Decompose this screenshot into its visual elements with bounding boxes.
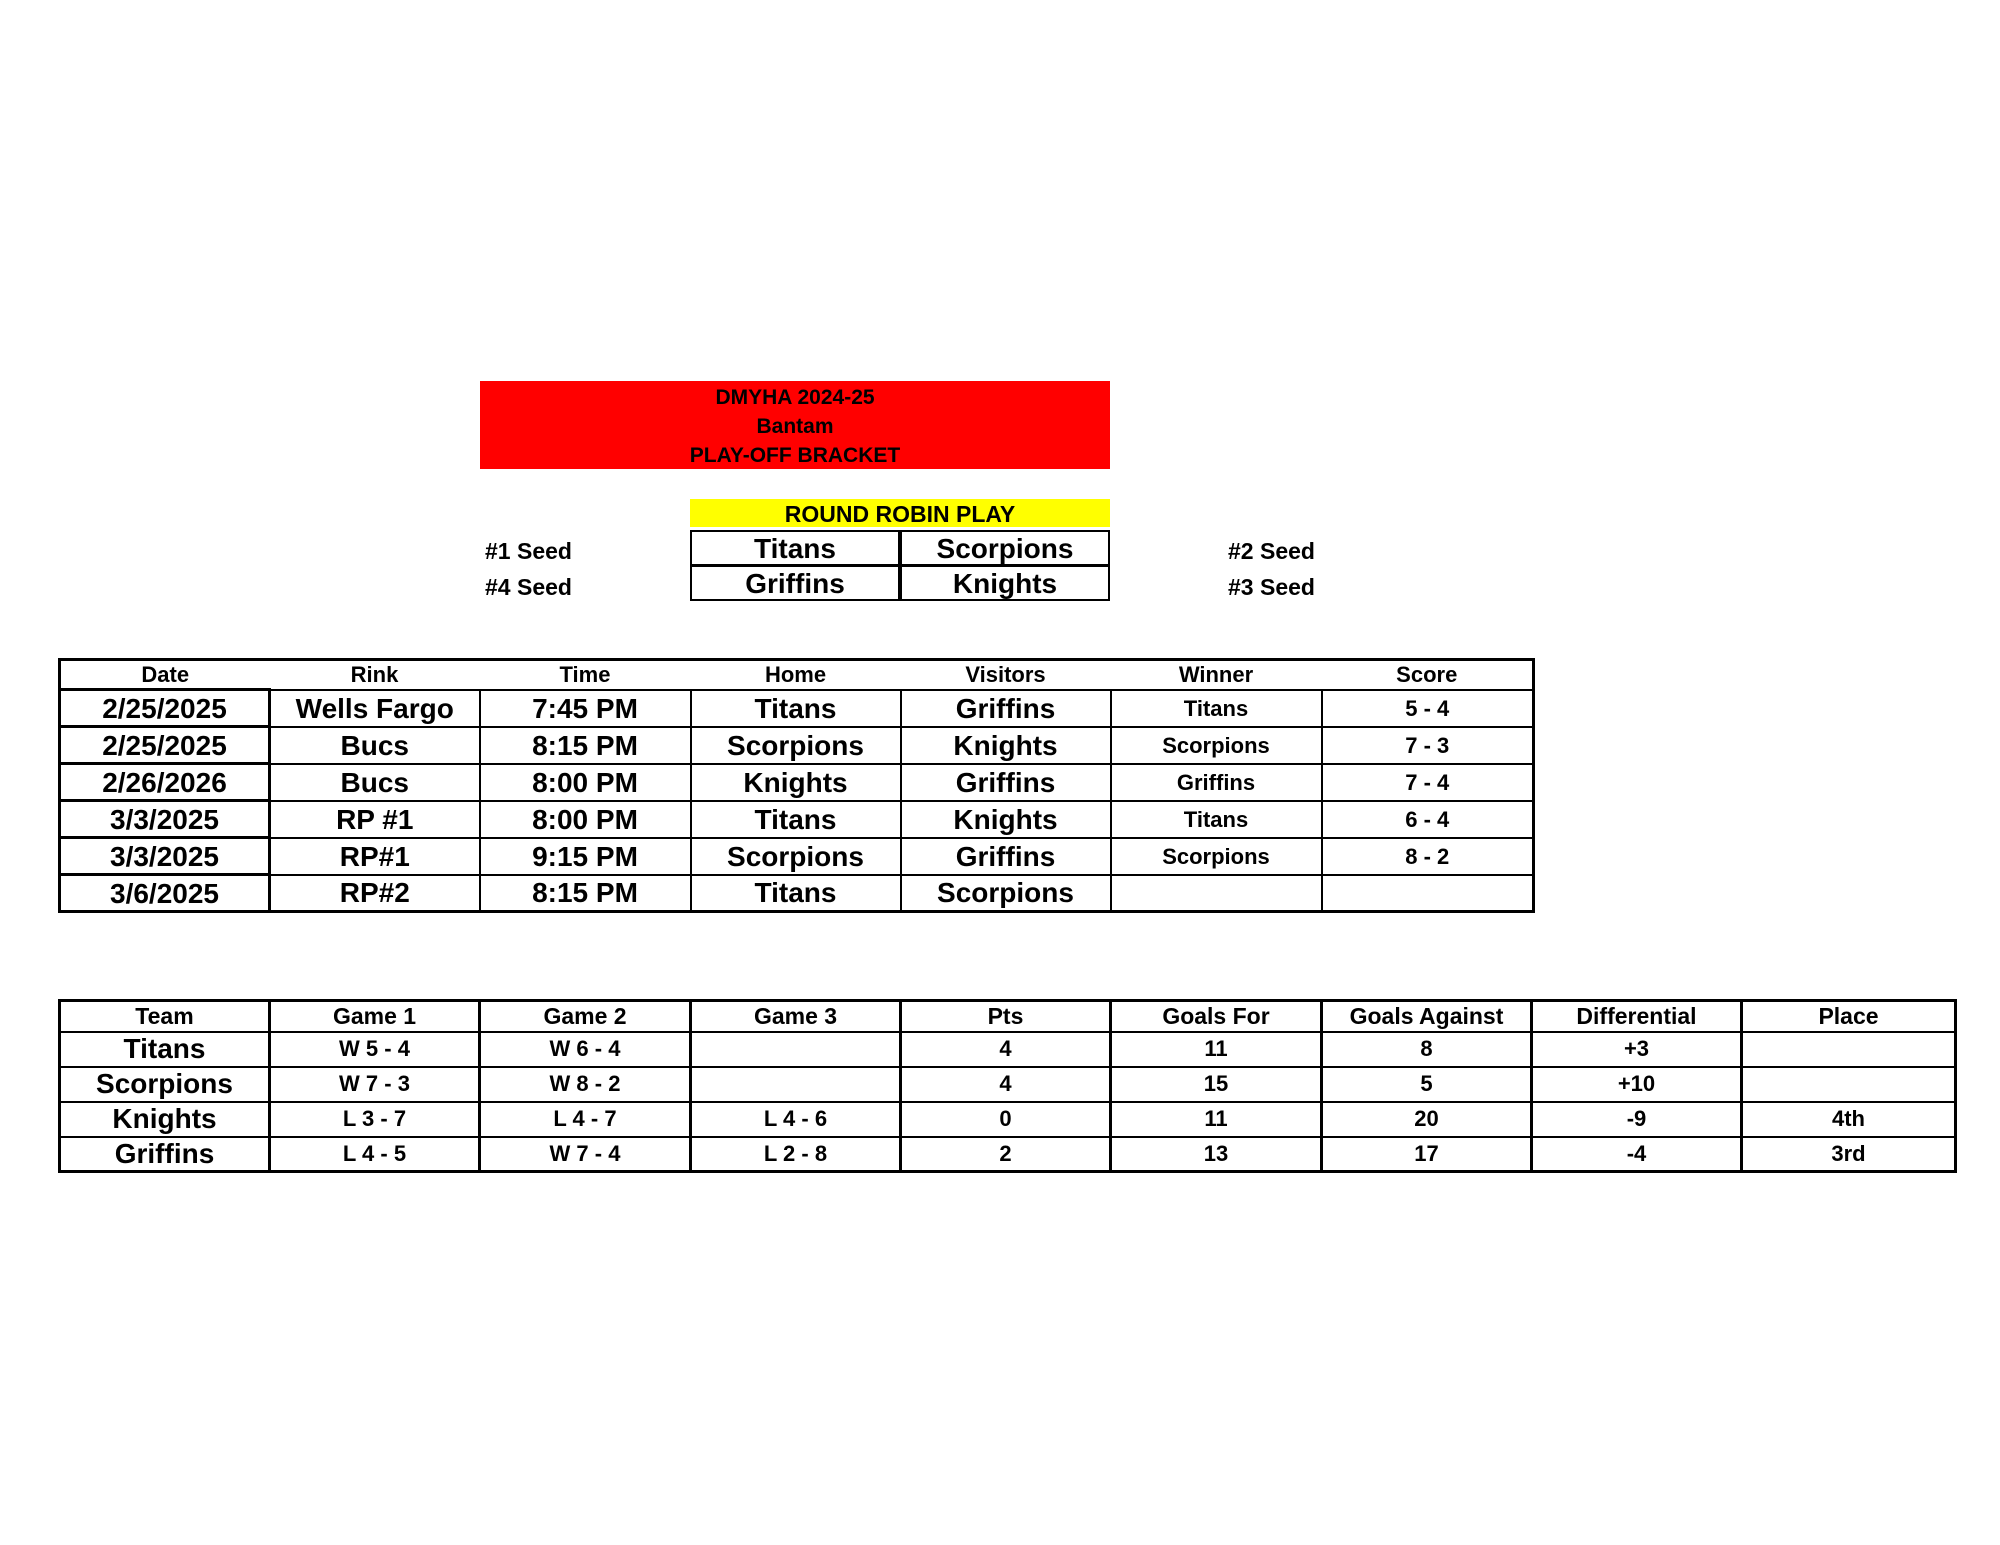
team-name: Scorpions — [60, 1067, 270, 1102]
game3-result — [691, 1032, 901, 1067]
standings-header-row — [60, 1001, 1956, 1032]
game-date: 2/25/2025 — [60, 727, 270, 764]
seed3-label: #3 Seed — [1228, 574, 1315, 600]
game-time: 8:15 PM — [480, 727, 691, 764]
game-winner: Titans — [1111, 801, 1322, 838]
game-visitors: Griffins — [901, 764, 1111, 801]
round-robin-title: ROUND ROBIN PLAY — [690, 499, 1110, 527]
game-winner — [1111, 875, 1322, 912]
standings-header-pts: Pts — [901, 1001, 1111, 1032]
game2-result: W 7 - 4 — [480, 1137, 691, 1172]
goals-for: 15 — [1111, 1067, 1322, 1102]
goal-differential: +3 — [1532, 1032, 1742, 1067]
schedule-row — [60, 838, 1534, 875]
game-score: 5 - 4 — [1322, 690, 1534, 727]
game-visitors: Griffins — [901, 838, 1111, 875]
points: 2 — [901, 1137, 1111, 1172]
place: 3rd — [1742, 1137, 1956, 1172]
schedule-header-score: Score — [1322, 660, 1534, 690]
game-time: 7:45 PM — [480, 690, 691, 727]
game2-result: W 6 - 4 — [480, 1032, 691, 1067]
standings-row — [60, 1032, 1956, 1067]
game-visitors: Griffins — [901, 690, 1111, 727]
game-date: 3/3/2025 — [60, 801, 270, 838]
game-date: 2/26/2026 — [60, 764, 270, 801]
place — [1742, 1067, 1956, 1102]
game-rink: Bucs — [270, 727, 480, 764]
game-rink: Bucs — [270, 764, 480, 801]
standings-header-differential: Differential — [1532, 1001, 1742, 1032]
game-winner: Griffins — [1111, 764, 1322, 801]
goals-against: 8 — [1322, 1032, 1532, 1067]
game-date: 3/3/2025 — [60, 838, 270, 875]
standings-row — [60, 1067, 1956, 1102]
game-time: 8:00 PM — [480, 764, 691, 801]
game2-result: W 8 - 2 — [480, 1067, 691, 1102]
standings-row — [60, 1102, 1956, 1137]
standings-header-goals-for: Goals For — [1111, 1001, 1322, 1032]
team-name: Griffins — [60, 1137, 270, 1172]
game-score: 6 - 4 — [1322, 801, 1534, 838]
goal-differential: -4 — [1532, 1137, 1742, 1172]
game-home: Knights — [691, 764, 901, 801]
game-visitors: Knights — [901, 801, 1111, 838]
game1-result: L 3 - 7 — [270, 1102, 480, 1137]
bracket-header-banner — [480, 381, 1110, 469]
schedule-row — [60, 764, 1534, 801]
game-home: Scorpions — [691, 838, 901, 875]
seed4-label: #4 Seed — [485, 574, 572, 600]
game-home: Titans — [691, 875, 901, 912]
bracket-title: PLAY-OFF BRACKET — [689, 444, 901, 467]
game-winner: Scorpions — [1111, 838, 1322, 875]
game-winner: Scorpions — [1111, 727, 1322, 764]
schedule-row — [60, 875, 1534, 912]
game-score: 8 - 2 — [1322, 838, 1534, 875]
goals-against: 17 — [1322, 1137, 1532, 1172]
goals-for: 11 — [1111, 1102, 1322, 1137]
standings-header-place: Place — [1742, 1001, 1956, 1032]
game3-result — [691, 1067, 901, 1102]
bracket-cell-seed4: Griffins — [690, 565, 900, 601]
schedule-row — [60, 727, 1534, 764]
game-date: 3/6/2025 — [60, 875, 270, 912]
game-winner: Titans — [1111, 690, 1322, 727]
schedule-header-date: Date — [60, 660, 270, 690]
standings-header-team: Team — [60, 1001, 270, 1032]
game-schedule-table — [58, 658, 1535, 913]
points: 4 — [901, 1032, 1111, 1067]
game-score — [1322, 875, 1534, 912]
seed1-label: #1 Seed — [485, 538, 572, 564]
standings-header-game1: Game 1 — [270, 1001, 480, 1032]
game-rink: Wells Fargo — [270, 690, 480, 727]
game-home: Titans — [691, 801, 901, 838]
game-score: 7 - 4 — [1322, 764, 1534, 801]
standings-table — [58, 999, 1957, 1173]
game-visitors: Scorpions — [901, 875, 1111, 912]
bracket-cell-seed3: Knights — [900, 565, 1110, 601]
standings-header-game2: Game 2 — [480, 1001, 691, 1032]
game-date: 2/25/2025 — [60, 690, 270, 727]
goals-for: 11 — [1111, 1032, 1322, 1067]
standings-row — [60, 1137, 1956, 1172]
bracket-cell-seed2: Scorpions — [900, 530, 1110, 566]
schedule-header-winner: Winner — [1111, 660, 1322, 690]
schedule-header-time: Time — [480, 660, 691, 690]
game-rink: RP#1 — [270, 838, 480, 875]
standings-header-game3: Game 3 — [691, 1001, 901, 1032]
schedule-header-visitors: Visitors — [901, 660, 1111, 690]
bracket-cell-seed1: Titans — [690, 530, 900, 566]
goals-against: 5 — [1322, 1067, 1532, 1102]
standings-header-goals-against: Goals Against — [1322, 1001, 1532, 1032]
game2-result: L 4 - 7 — [480, 1102, 691, 1137]
game-rink: RP #1 — [270, 801, 480, 838]
game-time: 8:00 PM — [480, 801, 691, 838]
schedule-row — [60, 801, 1534, 838]
game-rink: RP#2 — [270, 875, 480, 912]
division-name: Bantam — [756, 415, 834, 438]
points: 0 — [901, 1102, 1111, 1137]
schedule-row — [60, 690, 1534, 727]
schedule-header-rink: Rink — [270, 660, 480, 690]
game-time: 9:15 PM — [480, 838, 691, 875]
game-score: 7 - 3 — [1322, 727, 1534, 764]
goals-for: 13 — [1111, 1137, 1322, 1172]
game3-result: L 4 - 6 — [691, 1102, 901, 1137]
game1-result: W 7 - 3 — [270, 1067, 480, 1102]
game1-result: W 5 - 4 — [270, 1032, 480, 1067]
game-home: Titans — [691, 690, 901, 727]
schedule-header-home: Home — [691, 660, 901, 690]
goal-differential: -9 — [1532, 1102, 1742, 1137]
team-name: Titans — [60, 1032, 270, 1067]
league-title: DMYHA 2024-25 — [715, 386, 875, 409]
place — [1742, 1032, 1956, 1067]
goal-differential: +10 — [1532, 1067, 1742, 1102]
seed2-label: #2 Seed — [1228, 538, 1315, 564]
game-visitors: Knights — [901, 727, 1111, 764]
game1-result: L 4 - 5 — [270, 1137, 480, 1172]
team-name: Knights — [60, 1102, 270, 1137]
place: 4th — [1742, 1102, 1956, 1137]
goals-against: 20 — [1322, 1102, 1532, 1137]
game-home: Scorpions — [691, 727, 901, 764]
schedule-header-row — [60, 660, 1534, 690]
points: 4 — [901, 1067, 1111, 1102]
game-time: 8:15 PM — [480, 875, 691, 912]
game3-result: L 2 - 8 — [691, 1137, 901, 1172]
